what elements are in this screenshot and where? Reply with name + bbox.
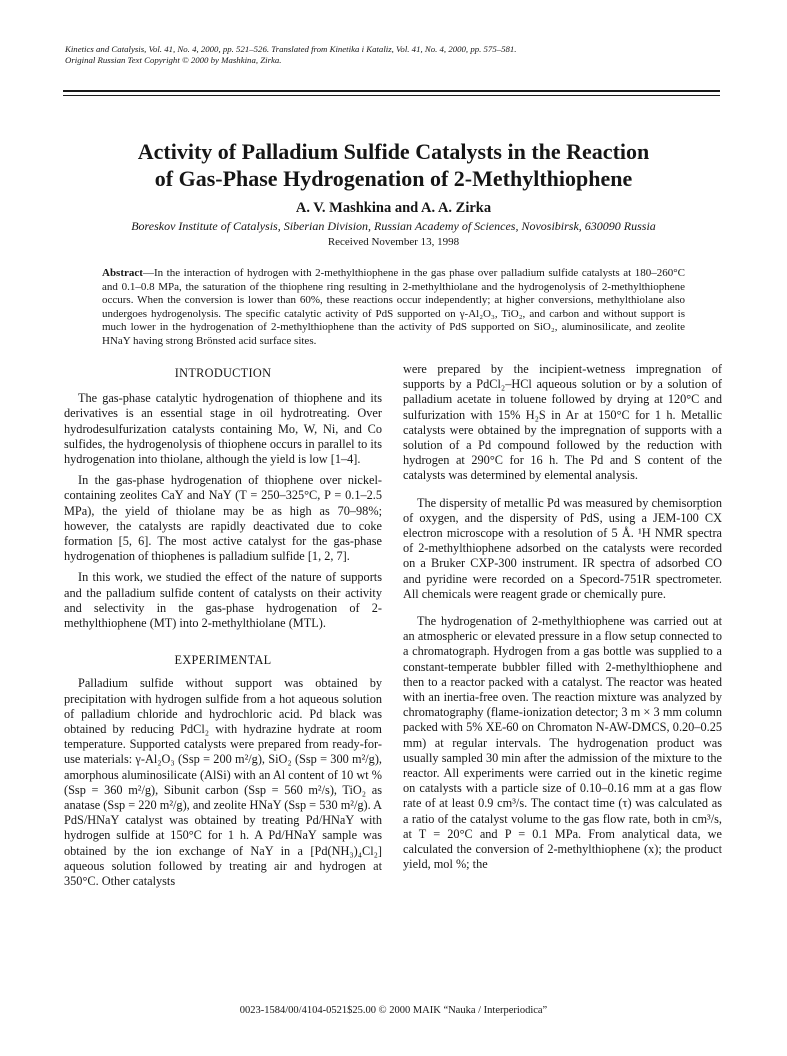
right-column	[403, 362, 722, 879]
received-date: Received November 13, 1998	[327, 236, 460, 248]
header-rule-thick	[63, 90, 720, 92]
intro-paragraph: In this work, we studied the effect of the nature of supports and the palladium sulfide content of catalysts on their activity and selectivity in the gas-phase hydrogenation of 2-methylthiophene (MT) into 2-methylthiolane (MTL).	[64, 570, 382, 631]
header-rule-thin	[63, 95, 720, 96]
left-column	[64, 366, 382, 895]
page-footer: 0023-1584/00/4104-0521$25.00 © 2000 MAIK “Nauka / Interperiodica”	[239, 1005, 548, 1016]
intro-paragraph: In the gas-phase hydrogenation of thiophene over nickel-containing zeolites CaY and NaY (T = 250–325°C, P = 0.1–2.5 MPa), the yield of thiolane may be as high as 70–98%; however, the catalysts are rapidly deactivated due to coke formation [5, 6]. The most active catalyst for the gas-phase hydrogenation of thiophenes is palladium sulfide [1, 2, 7].	[64, 473, 382, 564]
journal-citation: Kinetics and Catalysis, Vol. 41, No. 4, 2000, pp. 521–526. Translated from Kinetika i Kataliz, Vol. 41, No. 4, 2000, pp. 575–581.	[65, 44, 517, 54]
author-list: A. V. Mashkina and A. A. Zirka	[295, 200, 492, 216]
experimental-paragraph: The dispersity of metallic Pd was measured by chemisorption of oxygen, and the dispersity of PdS, using a JEM-100 CX electron microscope with a resolution of 5 Å. ¹H NMR spectra of 2-methylthiophene adsorbed on the catalysts were recorded on a Bruker CXP-300 instrument. IR spectra of adsorbed CO and pyridine were recorded on a Specord-751R spectrometer. All chemicals were reagent grade or chemically pure.	[403, 495, 722, 601]
experimental-paragraph: The hydrogenation of 2-methylthiophene was carried out at an atmospheric or elevated pressure in a flow setup connected to a chromatograph. Hydrogen from a gas bottle was supplied to a constant-temperate bubbler filled with 2-methylthiophene and then to a reactor packed with a catalyst. The reactor was heated with an inertia-free oven. The reaction mixture was analyzed by chromatography (flame-ionization detector; 3 m × 3 mm column packed with 5% XE-60 on Chromaton N-AW-DMCS, 0.20–0.25 mm) at regular intervals. The hydrogenation product was usually sampled 30 min after the admission of the mixture to the reactor. All experiments were carried out in the kinetic regime on catalysts with a particle size of 0.10–0.16 mm at a gas flow rate of at least 0.9 cm³/s. The contact time (τ) was calculated as a ratio of the catalyst volume to the gas flow rate, both in cm³/s, at T = 20°C and P = 0.1 MPa. From analytical data, we calculated the conversion of 2-methylthiophene (x); the product yield, mol %; the	[403, 614, 722, 872]
abstract-text: —In the interaction of hydrogen with 2-methylthiophene in the gas phase over palladium sulfide catalysts at 180–260°C and 0.1–0.8 MPa, the saturation of the thiophene ring resulting in 2-methylthiolane and the hydrogenolysis of 2-methylthiophene occurs. When the conversion is lower than 60%, these reactions occur independently; at higher conversions, methylthiolane also undergoes hydrogenolysis. The specific catalytic activity of PdS supported on γ-Al₂O₃, TiO₂, and carbon and without support is much lower in the hydrogenation of 2-methylthiophene than the activity of PdS supported on SiO₂, aluminosilicate, and zeolite HNaY having strong Brönsted acid surface sites.	[102, 267, 685, 347]
abstract-label: Abstract	[102, 267, 143, 279]
abstract	[102, 267, 685, 349]
experimental-paragraph: Palladium sulfide without support was obtained by precipitation with hydrogen sulfide from a hot aqueous solution of palladium chloride and hydrochloric acid. Pd black was obtained by reducing PdCl₂ with hydrazine hydrate at room temperature. Supported catalysts were prepared from ready-for-use materials: γ-Al₂O₃ (Ssp = 200 m²/g), SiO₂ (Ssp = 300 m²/g), amorphous aluminosilicate (AlSi) with an Al content of 10 wt % (Ssp = 360 m²/g), Sibunit carbon (Ssp = 560 m²/s), TiO₂ as anatase (Ssp = 220 m²/g), and zeolite HNaY (Ssp = 530 m²/g). A PdS/HNaY catalyst was obtained by treating Pd/HNaY with hydrogen sulfide at 150°C for 1 h. A Pd/HNaY sample was obtained by the ion exchange of NaY in a [Pd(NH₃)₄Cl₂] aqueous solution followed by treating air and hydrogen at 350°C. Other catalysts	[64, 676, 382, 889]
article-title	[60, 138, 727, 192]
intro-paragraph: The gas-phase catalytic hydrogenation of thiophene and its derivatives is an essential stage in oil hydrotreating. Over hydrodesulfurization catalysts containing Mo, W, Ni, and Co sulfides, the hydrogenolysis of thiophene occurs in parallel to its hydrogenation into thiolane, although the yield is low [1–4].	[64, 391, 382, 467]
title-line-1: Activity of Palladium Sulfide Catalysts in the Reaction	[137, 139, 650, 164]
experimental-paragraph: were prepared by the incipient-wetness impregnation of supports by a PdCl₂–HCl aqueous solution or by a solution of palladium acetate in toluene followed by drying at 120°C and sulfurization with 15% H₂S in Ar at 150°C for 1 h. Metallic catalysts were obtained by the impregnation of supports with a solution of a Pd compound followed by the reduction with hydrogen at 290°C for 16 h. The Pd and S content of the catalysts was determined by elemental analysis.	[403, 362, 722, 483]
copyright-line: Original Russian Text Copyright © 2000 by Mashkina, Zirka.	[65, 55, 282, 65]
author-affiliation: Boreskov Institute of Catalysis, Siberian Division, Russian Academy of Sciences, Novosibirsk, 630090 Russia	[131, 219, 656, 233]
introduction-heading: INTRODUCTION	[174, 366, 272, 380]
title-line-2: of Gas-Phase Hydrogenation of 2-Methylthiophene	[154, 166, 633, 191]
experimental-heading: EXPERIMENTAL	[174, 653, 272, 668]
